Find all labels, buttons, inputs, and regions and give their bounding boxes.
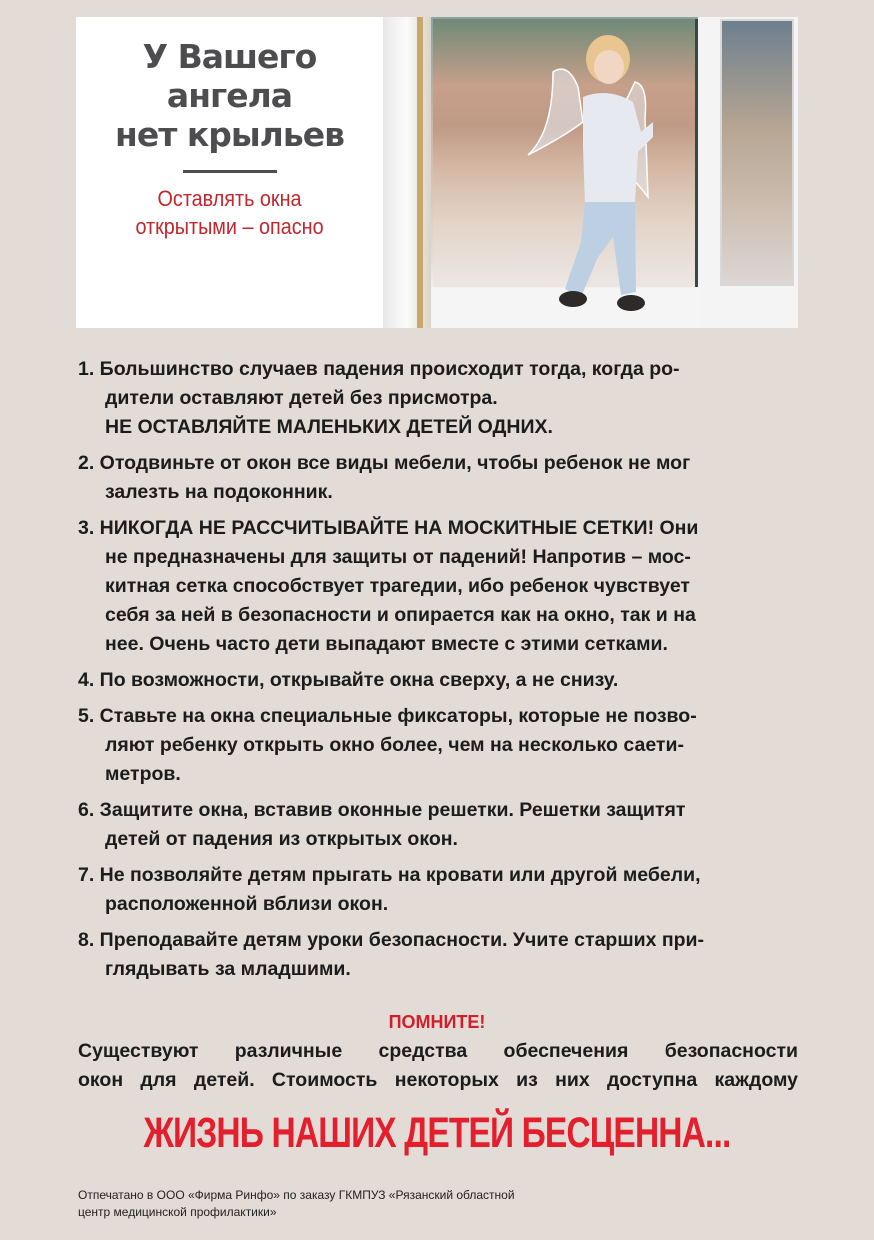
poster-title xyxy=(115,37,344,154)
remember-heading: ПОМНИТЕ! xyxy=(388,1012,486,1032)
banner-text-panel xyxy=(76,17,383,328)
poster-subtitle xyxy=(135,185,323,241)
title-line: ангела xyxy=(166,76,293,115)
print-credits xyxy=(78,1187,638,1221)
rule-text: 5. Ставьте на окна специальные фиксаторы, которые не позво- xyxy=(78,705,697,727)
rule-emphasis: НЕ ОСТАВЛЯЙТЕ МАЛЕНЬКИХ ДЕТЕЙ ОДНИХ. xyxy=(105,416,553,438)
rule-text: глядывать за младшими. xyxy=(105,958,351,980)
child-with-wings-illustration xyxy=(523,27,653,317)
rule-text: залезть на подоконник. xyxy=(105,481,333,503)
credits-line: Отпечатано в ООО «Фирма Ринфо» по заказу ГКМПУЗ «Рязанский областной xyxy=(78,1188,515,1202)
rule-text: расположенной вблизи окон. xyxy=(105,893,389,915)
child-at-window-photo xyxy=(383,17,798,328)
rule-item-6 xyxy=(78,796,798,854)
rule-text: 3. НИКОГДА НЕ РАССЧИТЫВАЙТЕ НА МОСКИТНЫЕ СЕТКИ! Они xyxy=(78,517,699,539)
rule-text: не предназначены для защиты от падений! Напротив – мос- xyxy=(105,546,691,568)
poster-banner xyxy=(76,17,798,328)
safety-rules-list xyxy=(78,355,798,991)
rule-text: 7. Не позволяйте детям прыгать на кровати или другой мебели, xyxy=(78,864,701,886)
rule-item-5 xyxy=(78,702,798,789)
credits-line: центр медицинской профилактики» xyxy=(78,1205,277,1219)
rule-text: ляют ребенку открыть окно более, чем на несколько саети- xyxy=(105,734,684,756)
rule-text: китная сетка способствует трагедии, ибо ребенок чувствует xyxy=(105,575,690,597)
title-line: нет крыльев xyxy=(115,115,344,154)
subtitle-line: открытыми – опасно xyxy=(135,214,324,239)
slogan: ЖИЗНЬ НАШИХ ДЕТЕЙ БЕСЦЕННА... xyxy=(143,1109,731,1158)
note-line: окон для детей. Стоимость некоторых из них доступна каждому xyxy=(78,1069,798,1091)
rule-item-3 xyxy=(78,514,798,659)
rule-text: 1. Большинство случаев падения происходит тогда, когда ро- xyxy=(78,358,680,380)
title-divider xyxy=(183,170,277,173)
note-line: Существуют различные средства обеспечения безопасности xyxy=(78,1040,798,1062)
window-frame-left xyxy=(383,17,431,328)
rule-item-8 xyxy=(78,926,798,984)
title-line: У Вашего xyxy=(142,37,317,76)
rule-text: 4. По возможности, открывайте окна сверху, а не снизу. xyxy=(78,669,619,691)
rule-item-4 xyxy=(78,666,798,695)
rule-text: 2. Отодвиньте от окон все виды мебели, чтобы ребенок не мог xyxy=(78,452,691,474)
remember-note xyxy=(78,1037,798,1095)
rule-text: нее. Очень часто дети выпадают вместе с этими сетками. xyxy=(105,633,668,655)
rule-text: 6. Защитите окна, вставив оконные решетки. Решетки защитят xyxy=(78,799,686,821)
subtitle-line: Оставлять окна xyxy=(157,186,302,211)
rule-text: дители оставляют детей без присмотра. xyxy=(105,387,498,409)
rule-item-1 xyxy=(78,355,798,442)
rule-item-2 xyxy=(78,449,798,507)
rule-text: метров. xyxy=(105,763,181,785)
window-sash-right xyxy=(698,17,798,328)
rule-item-7 xyxy=(78,861,798,919)
rule-text: 8. Преподавайте детям уроки безопасности. Учите старших при- xyxy=(78,929,704,951)
rule-text: детей от падения из открытых окон. xyxy=(105,828,458,850)
rule-text: себя за ней в безопасности и опирается как на окно, так и на xyxy=(105,604,696,626)
